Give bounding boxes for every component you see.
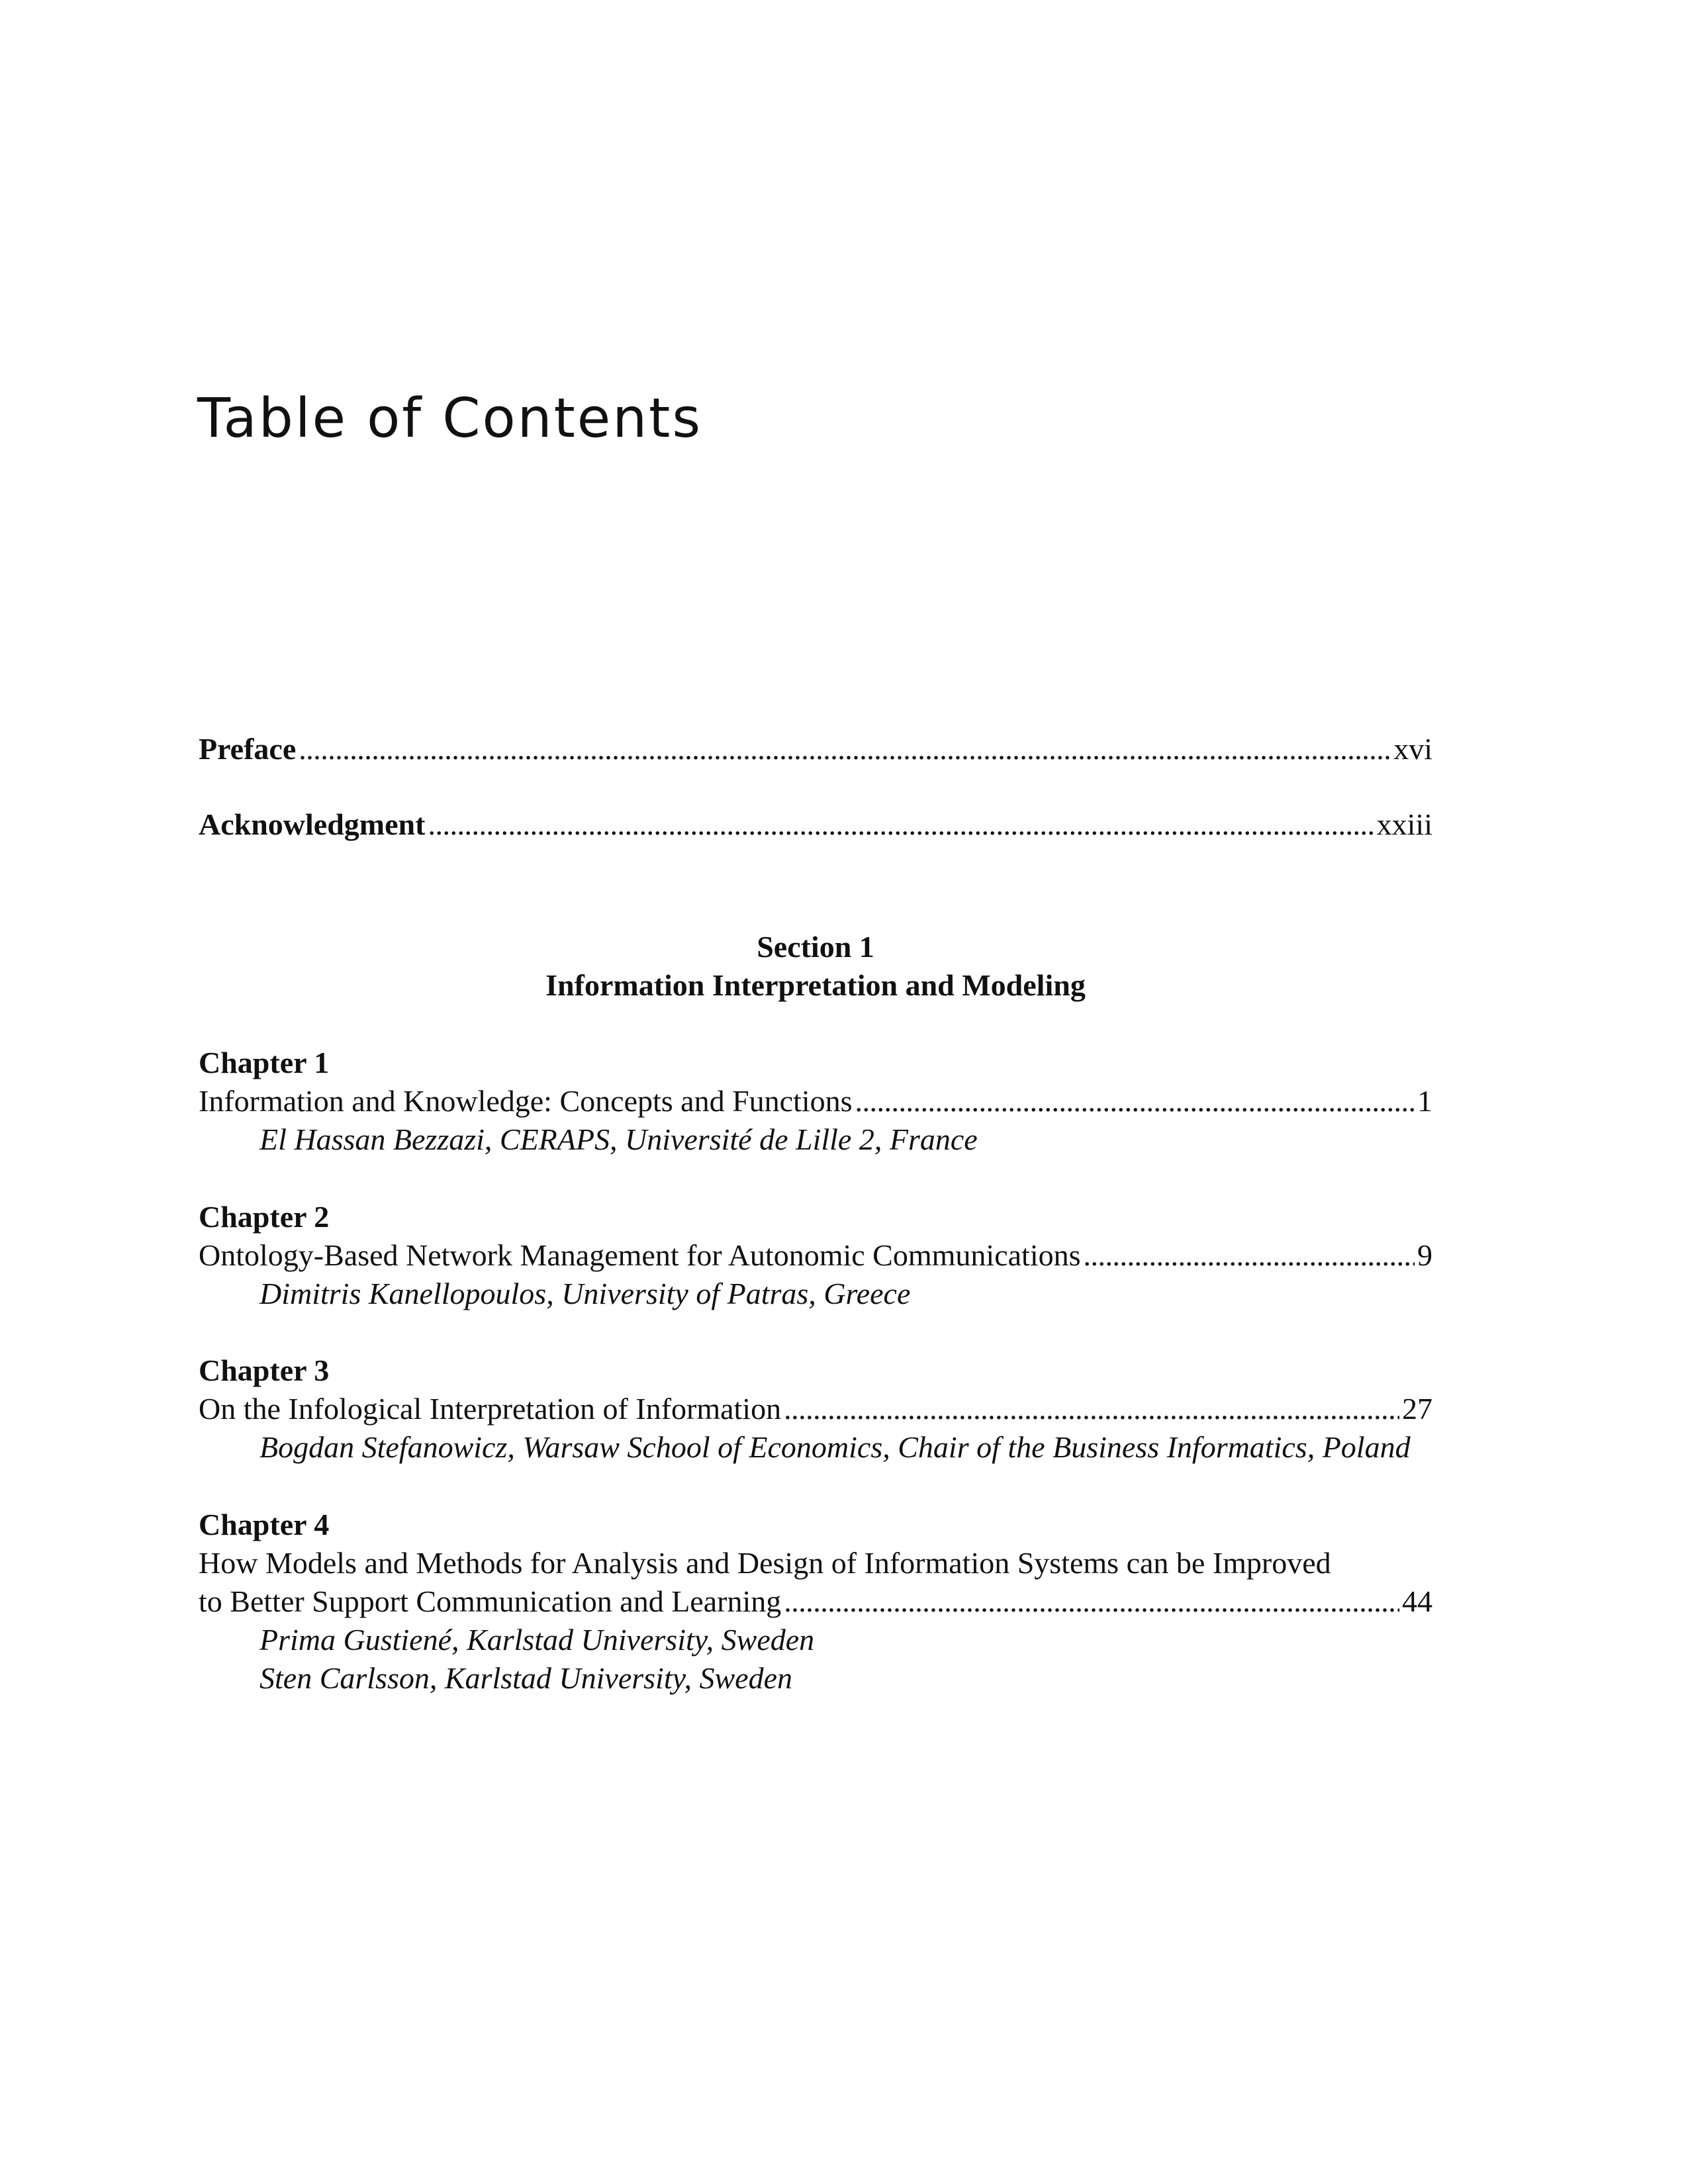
chapter-title-line[interactable] — [199, 1582, 1432, 1621]
dot-leader — [855, 1082, 1415, 1120]
toc-page-number: 27 — [1402, 1392, 1432, 1426]
page-title: Table of Contents — [197, 387, 703, 450]
chapter-title-line[interactable] — [199, 1236, 1432, 1275]
toc-entry-label: Preface — [199, 732, 297, 766]
dot-leader — [299, 730, 1391, 768]
section-title: Information Interpretation and Modeling — [545, 968, 1086, 1002]
toc-entry-label: Acknowledgment — [199, 807, 426, 841]
chapter-author: Bogdan Stefanowicz, Warsaw School of Economics, Chair of the Business Informatics, Poland — [259, 1430, 1411, 1464]
dot-leader — [428, 805, 1374, 844]
chapter-title[interactable]: How Models and Methods for Analysis and Design of Information Systems can be Improved — [199, 1546, 1331, 1580]
toc-page-number: xxiii — [1376, 807, 1432, 841]
toc-page-number: 9 — [1417, 1238, 1432, 1272]
chapter-title: Ontology-Based Network Management for Autonomic Communications — [199, 1238, 1081, 1272]
section-number: Section 1 — [757, 930, 874, 964]
chapter-label: Chapter 4 — [199, 1508, 330, 1541]
toc-page-number: xvi — [1393, 732, 1432, 766]
toc-entry-preface[interactable] — [199, 730, 1432, 768]
chapter-title-line[interactable] — [199, 1082, 1432, 1120]
chapter-label: Chapter 2 — [199, 1200, 330, 1234]
chapter-title-line[interactable] — [199, 1390, 1432, 1428]
dot-leader — [1084, 1236, 1415, 1275]
dot-leader — [784, 1582, 1399, 1621]
chapter-title: Information and Knowledge: Concepts and Functions — [199, 1084, 853, 1118]
chapter-author: Prima Gustiené, Karlstad University, Sweden — [259, 1623, 815, 1657]
chapter-author: Dimitris Kanellopoulos, University of Patras, Greece — [259, 1277, 911, 1310]
toc-page-number: 44 — [1402, 1584, 1432, 1618]
toc-entry-acknowledgment[interactable] — [199, 805, 1432, 844]
toc-chapter-1 — [199, 1044, 1432, 1159]
toc-chapter-4 — [199, 1506, 1432, 1698]
chapter-label: Chapter 3 — [199, 1353, 330, 1387]
chapter-author: El Hassan Bezzazi, CERAPS, Université de Lille 2, France — [259, 1122, 978, 1156]
toc-page-number: 1 — [1417, 1084, 1432, 1118]
toc-chapter-3 — [199, 1351, 1432, 1467]
dot-leader — [784, 1390, 1399, 1428]
toc-chapter-2 — [199, 1198, 1432, 1313]
chapter-author: Sten Carlsson, Karlstad University, Sweden — [259, 1661, 792, 1695]
chapter-title: On the Infological Interpretation of Information — [199, 1392, 782, 1426]
chapter-label: Chapter 1 — [199, 1046, 330, 1079]
chapter-title-continued: to Better Support Communication and Learning — [199, 1584, 782, 1618]
